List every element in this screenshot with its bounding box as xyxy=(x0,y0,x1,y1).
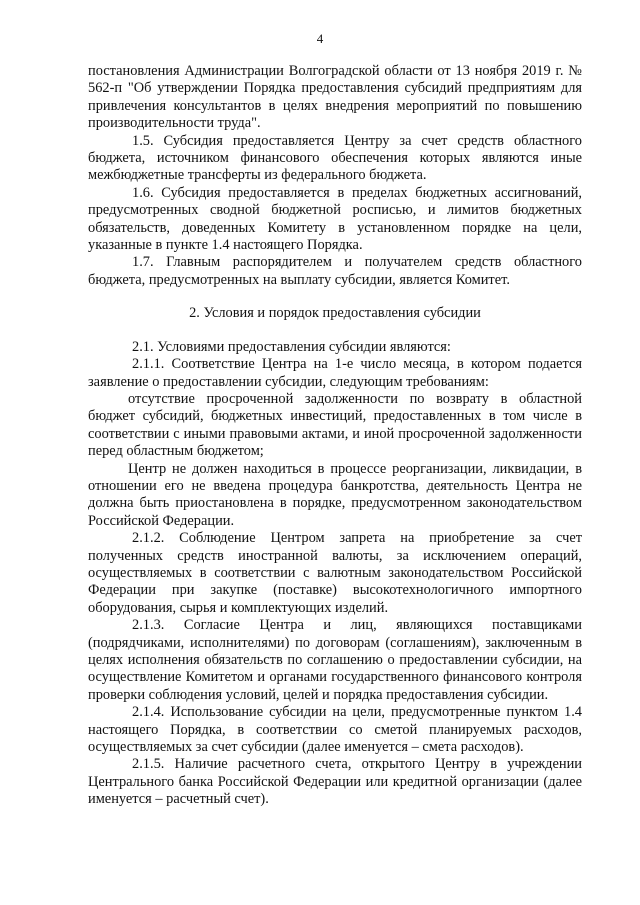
paragraph-no-reorganization-requirement: Центр не должен находиться в процессе реорганизации, ликвидации, в отношении его не введена процедура банкротства, деятельность Центра не должна быть приостановлена в порядке, предусмотренном законодательством Российской Федерации. xyxy=(88,460,582,529)
paragraph-2-1-3: 2.1.3. Согласие Центра и лиц, являющихся поставщиками (подрядчиками, исполнителями) по договорам (соглашениям), заключенным в целях исполнения обязательств по соглашению о предоставлении субсидии, на осуществление Комитетом и органами государственного финансового контроля проверки соблюдения условий, целей и порядка предоставления субсидии. xyxy=(88,617,582,703)
paragraph-1-6: 1.6. Субсидия предоставляется в пределах бюджетных ассигнований, предусмотренных сводной бюджетной росписью, и лимитов бюджетных обязательств, доведенных Комитету в установленном порядке на цели, указанные в пункте 1.4 настоящего Порядка. xyxy=(88,184,582,254)
paragraph-no-debt-requirement: отсутствие просроченной задолженности по возврату в областной бюджет субсидий, бюджетных инвестиций, предоставленных в том числе в соответствии с иными правовыми актами, и иной просроченной задолженности перед областным бюджетом; xyxy=(88,390,582,460)
paragraph-2-1-5: 2.1.5. Наличие расчетного счета, открытого Центру в учреждении Центрального банка Российской Федерации или кредитной организации (далее именуется – расчетный счет). xyxy=(88,756,582,808)
paragraph-2-1: 2.1. Условиями предоставления субсидии являются: xyxy=(132,338,451,355)
section-heading-2: 2. Условия и порядок предоставления субсидии xyxy=(189,305,481,322)
paragraph-2-1-2: 2.1.2. Соблюдение Центром запрета на приобретение за счет полученных средств иностранной валюты, за исключением операций, осуществляемых в соответствии с валютным законодательством Российской Федерации при закупке (поставке) высокотехнологичного импортного оборудования, сырья и комплектующих изделий. xyxy=(88,530,582,616)
document-body xyxy=(88,63,582,809)
paragraph-2-1-4: 2.1.4. Использование субсидии на цели, предусмотренные пунктом 1.4 настоящего Порядка, в соответствии со сметой планируемых расходов, осуществляемых за счет субсидии (далее именуется – смета расходов). xyxy=(88,704,582,756)
paragraph-2-1-1: 2.1.1. Соответствие Центра на 1-е число месяца, в котором подается заявление о предоставлении субсидии, следующим требованиям: xyxy=(88,356,582,390)
page-number: 4 xyxy=(316,31,324,46)
paragraph-1-7: 1.7. Главным распорядителем и получателем средств областного бюджета, предусмотренных на выплату субсидии, является Комитет. xyxy=(88,254,582,288)
paragraph-resolution-continuation: постановления Администрации Волгоградской области от 13 ноября 2019 г. № 562-п "Об утверждении Порядка предоставления субсидий предприятиям для привлечения консультантов в целях внедрения мероприятий по повышению производительности труда". xyxy=(88,63,582,132)
paragraph-1-5: 1.5. Субсидия предоставляется Центру за счет средств областного бюджета, источником финансового обеспечения которых являются иные межбюджетные трансферты из федерального бюджета. xyxy=(88,132,582,184)
